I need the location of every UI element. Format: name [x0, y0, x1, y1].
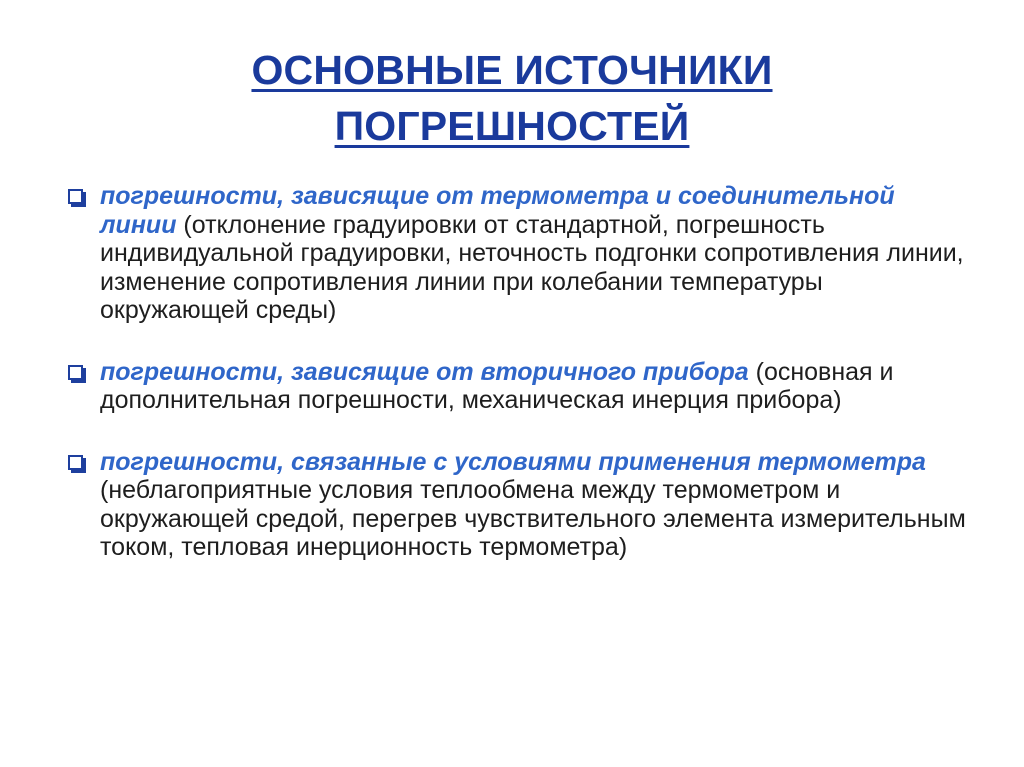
bullet-detail: (неблагоприятные условия теплообмена между термометром и окружающей средой, перегрев чувствительного элемента измерительным током, тепловая инерционность термометра) [100, 476, 966, 561]
square-bullet-icon [68, 189, 83, 204]
bullet-item [62, 358, 972, 415]
bullet-item [62, 448, 972, 562]
bullet-detail: (основная и дополнительная погрешности, механическая инерция прибора) [100, 357, 894, 414]
bullet-item [62, 182, 972, 325]
slide-title-line-1: ОСНОВНЫЕ ИСТОЧНИКИ [251, 47, 773, 93]
bullet-emphasis: погрешности, зависящие от вторичного прибора [100, 357, 749, 386]
square-bullet-icon [68, 455, 83, 470]
bullet-list [62, 182, 972, 562]
bullet-detail: (отклонение градуировки от стандартной, погрешность индивидуальной градуировки, неточность подгонки сопротивления линии, изменение сопротивления линии при колебании температуры окружающей среды) [100, 210, 964, 324]
bullet-emphasis: погрешности, зависящие от термометра и соединительной линии [100, 182, 895, 239]
slide-title [0, 42, 1024, 154]
bullet-emphasis: погрешности, связанные с условиями применения термометра [100, 447, 926, 476]
slide-title-line-2: ПОГРЕШНОСТЕЙ [334, 103, 690, 149]
square-bullet-icon [68, 365, 83, 380]
